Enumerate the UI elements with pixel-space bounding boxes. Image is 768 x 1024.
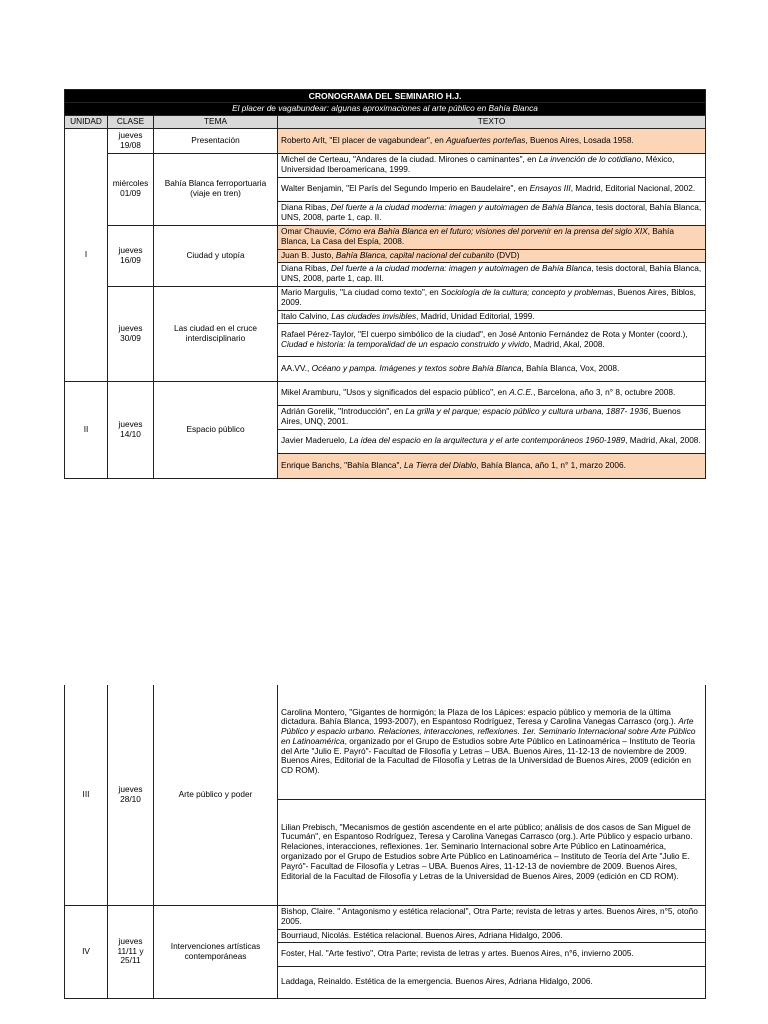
topic-cell: Espacio público	[154, 381, 278, 478]
unit-cell: II	[65, 381, 108, 478]
col-header-unidad: UNIDAD	[65, 115, 108, 128]
topic-cell: Las ciudad en el cruce interdisciplinario	[154, 286, 278, 381]
banner-subtitle-row	[65, 103, 706, 116]
reading-cell: Foster, Hal. "Arte festivo", Otra Parte; revista de letras y artes. Buenos Aires, n°6, invierno 2005.	[278, 942, 706, 966]
reading-cell: Omar Chauvie, Cómo era Bahía Blanca en el futuro; visiones del porvenir en la prensa del siglo XIX, Bahía Blanca, La Casa del Espía, 2008.	[278, 225, 706, 249]
reading-cell: AA.VV., Océano y pampa. Imágenes y textos sobre Bahía Blanca, Bahía Blanca, Vox, 2008.	[278, 356, 706, 381]
topic-cell: Bahía Blanca ferroportuaria (viaje en tren)	[154, 153, 278, 225]
col-header-clase: CLASE	[108, 115, 154, 128]
reading-cell: Italo Calvino, Las ciudades invisibles, Madrid, Unidad Editorial, 1999.	[278, 310, 706, 323]
class-date-cell: jueves 14/10	[108, 381, 154, 478]
reading-cell: Carolina Montero, "Gigantes de hormigón; la Plaza de los Lápices: espacio público y memoria de la última dictadura. Bahía Blanca, 1993-2007), en Espantoso Rodríguez, Teresa y Carolina Vanegas Carrasco (org.). Arte Público y espacio urbano. Relaciones, interacciones, reflexiones. 1er. Seminario Internacional sobre Arte Público en Latinoamérica, organizado por el Grupo de Estudios sobre Arte Público en Latinoamérica – Instituto de Teoría del Arte "Julio E. Payró"- Facultad de Filosofía y Letras – UBA. Buenos Aires, 11-12-13 de noviembre de 2009. Buenos Aires, Editorial de la Facultad de Filosofía y Letras de la Universidad de Buenos Aires, 2009 (edición en CD ROM).	[278, 685, 706, 799]
reading-cell: Mario Margulis, "La ciudad como texto", en Sociología de la cultura; concepto y problemas, Buenos Aires, Biblos, 2009.	[278, 286, 706, 310]
table-row	[65, 286, 706, 310]
table-row	[65, 225, 706, 249]
banner-title-row	[65, 90, 706, 103]
reading-cell: Diana Ribas, Del fuerte a la ciudad moderna: imagen y autoimagen de Bahía Blanca, tesis doctoral, Bahía Blanca, UNS, 2008, parte 1, cap. III.	[278, 262, 706, 286]
class-date-cell: jueves 11/11 y 25/11	[108, 905, 154, 998]
table-row	[65, 128, 706, 153]
reading-cell: Laddaga, Reinaldo. Estética de la emergencia. Buenos Aires, Adriana Hidalgo, 2006.	[278, 966, 706, 998]
reading-cell: Juan B. Justo, Bahía Blanca, capital nacional del cubanito (DVD)	[278, 249, 706, 262]
reading-cell: Diana Ribas, Del fuerte a la ciudad moderna: imagen y autoimagen de Bahía Blanca, tesis doctoral, Bahía Blanca, UNS, 2008, parte 1, cap. II.	[278, 201, 706, 225]
reading-cell: Michel de Certeau, "Andares de la ciudad. Mirones o caminantes", en La invención de lo cotidiano, México, Universidad Iberoamericana, 1999.	[278, 153, 706, 177]
reading-cell: Mikel Aramburu, "Usos y significados del espacio público", en A.C.E., Barcelona, año 3, n° 8, octubre 2008.	[278, 381, 706, 405]
schedule-table-top	[64, 89, 706, 479]
class-date-cell: jueves 28/10	[108, 685, 154, 905]
reading-cell: Javier Maderuelo, La idea del espacio en la arquitectura y el arte contemporáneos 1960-1989, Madrid, Akal, 2008.	[278, 429, 706, 453]
document-title: CRONOGRAMA DEL SEMINARIO H.J.	[65, 90, 706, 103]
reading-cell: Rafael Pérez-Taylor, "El cuerpo simbólico de la ciudad", en José Antonio Fernández de Rota y Monter (coord.), Ciudad e historia: la temporalidad de un espacio construido y vivido, Madrid, Akal, 2008.	[278, 323, 706, 356]
reading-cell: Bourriaud, Nicolás. Estética relacional. Buenos Aires, Adriana Hidalgo, 2006.	[278, 929, 706, 942]
topic-cell: Presentación	[154, 128, 278, 153]
class-date-cell: miércoles 01/09	[108, 153, 154, 225]
reading-cell: Adrián Gorelik, "Introducción", en La grilla y el parque; espacio público y cultura urbana, 1887- 1936, Buenos Aires, UNQ, 2001.	[278, 405, 706, 429]
class-date-cell: jueves 16/09	[108, 225, 154, 286]
col-header-texto: TEXTO	[278, 115, 706, 128]
reading-cell: Enrique Banchs, "Bahía Blanca", La Tierra del Diablo, Bahía Blanca, año 1, n° 1, marzo 2006.	[278, 453, 706, 478]
reading-cell: Bishop, Claire. " Antagonismo y estética relacional", Otra Parte; revista de letras y artes. Buenos Aires, n°5, otoño 2005.	[278, 905, 706, 929]
document-subtitle: El placer de vagabundear: algunas aproximaciones al arte público en Bahía Blanca	[65, 103, 706, 116]
schedule-table-bottom	[64, 685, 706, 999]
unit-cell: III	[65, 685, 108, 905]
class-date-cell: jueves 30/09	[108, 286, 154, 381]
reading-cell: Walter Benjamin, "El París del Segundo Imperio en Baudelaire", en Ensayos III, Madrid, Editorial Nacional, 2002.	[278, 177, 706, 201]
reading-cell: Lilian Prebisch, "Mecanismos de gestión ascendente en el arte público; análisis de dos casos de San Miguel de Tucumán", en Espantoso Rodríguez, Teresa y Carolina Vanegas Carrasco (org.). Arte Público y espacio urbano. Relaciones, interacciones, reflexiones. 1er. Seminario Internacional sobre Arte Público en Latinoamérica, organizado por el Grupo de Estudios sobre Arte Público en Latinoamérica – Instituto de Teoría del Arte "Julio E. Payró"- Facultad de Filosofía y Letras – UBA. Buenos Aires, 11-12-13 de noviembre de 2009. Buenos Aires, Editorial de la Facultad de Filosofía y Letras de la Universidad de Buenos Aires, 2009 (edición en CD ROM).	[278, 799, 706, 905]
table-row	[65, 153, 706, 177]
class-date-cell: jueves 19/08	[108, 128, 154, 153]
col-header-tema: TEMA	[154, 115, 278, 128]
unit-cell: IV	[65, 905, 108, 998]
table-row	[65, 381, 706, 405]
unit-cell: I	[65, 128, 108, 381]
reading-cell: Roberto Arlt, "El placer de vagabundear", en Aguafuertes porteñas, Buenos Aires, Losada 1958.	[278, 128, 706, 153]
column-header-row	[65, 115, 706, 128]
topic-cell: Intervenciones artísticas contemporáneas	[154, 905, 278, 998]
topic-cell: Ciudad y utopía	[154, 225, 278, 286]
table-row	[65, 905, 706, 929]
topic-cell: Arte público y poder	[154, 685, 278, 905]
table-row	[65, 685, 706, 799]
